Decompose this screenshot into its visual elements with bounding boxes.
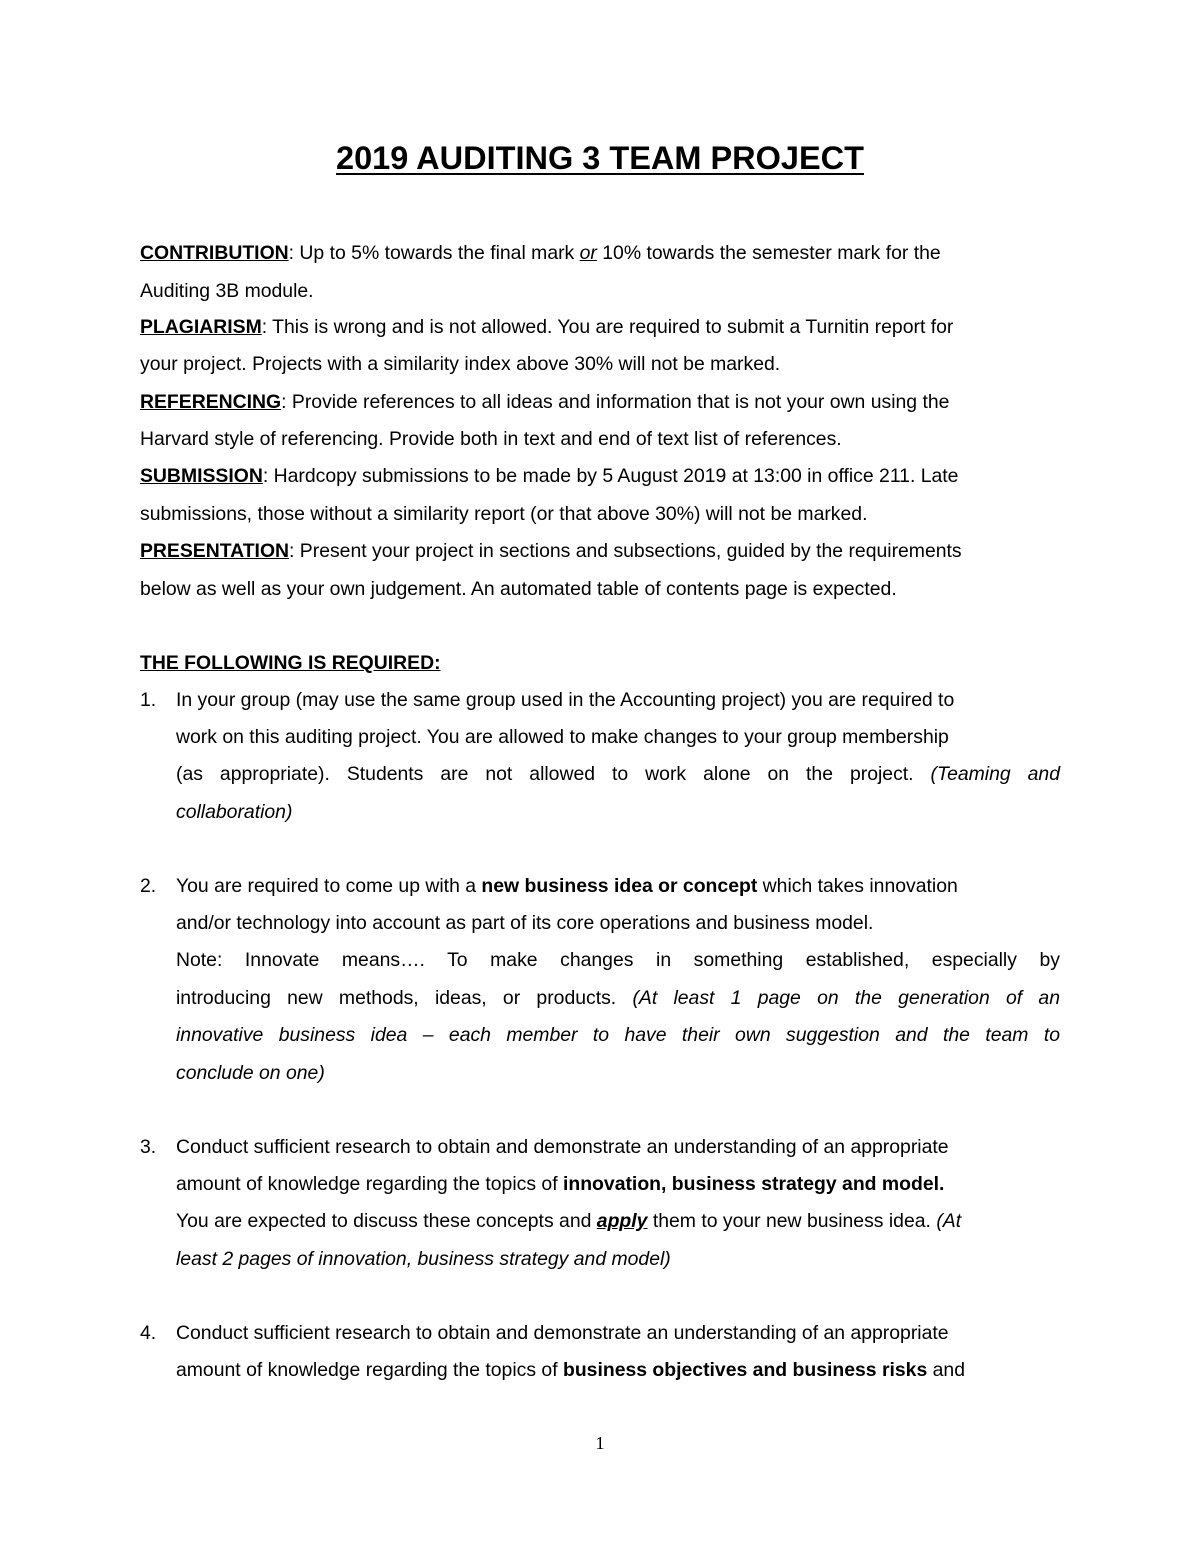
presentation-label: PRESENTATION xyxy=(140,540,290,562)
item-3-line-1: Conduct sufficient research to obtain and demonstrate an understanding of an appropriate xyxy=(176,1136,949,1158)
required-heading: THE FOLLOWING IS REQUIRED: xyxy=(140,652,441,674)
presentation-line-2: below as well as your own judgement. An automated table of contents page is expected. xyxy=(140,578,897,600)
contribution-text: : Up to 5% towards the final mark xyxy=(288,242,580,264)
submission-line-1 xyxy=(140,464,958,488)
item-2-italic: (At least 1 page on the generation of an xyxy=(632,987,1060,1009)
item-2-line-1 xyxy=(176,874,958,898)
item-3-text-3: them to your new business idea. xyxy=(647,1210,937,1232)
item-3-number: 3. xyxy=(140,1136,157,1158)
item-4-number: 4. xyxy=(140,1322,157,1344)
document-title: 2019 AUDITING 3 TEAM PROJECT xyxy=(336,140,864,176)
item-1-italic-2: collaboration) xyxy=(176,801,293,823)
item-1-line-2: work on this auditing project. You are allowed to make changes to your group membership xyxy=(176,726,949,748)
item-1-line-4 xyxy=(176,800,292,824)
item-1-text: (as appropriate). Students are not allowed to work alone on the project. xyxy=(176,763,931,785)
referencing-line-1 xyxy=(140,390,949,414)
plagiarism-label: PLAGIARISM xyxy=(140,316,262,338)
item-4-bold: business objectives and business risks xyxy=(562,1359,928,1381)
item-3-italic: (At xyxy=(936,1210,962,1232)
item-3-line-3 xyxy=(176,1209,961,1233)
item-2-text: You are required to come up with a xyxy=(176,875,482,897)
item-2-line-5 xyxy=(176,1023,1060,1047)
item-3-line-4 xyxy=(176,1247,671,1271)
item-2-bold: new business idea or concept xyxy=(481,875,758,897)
contribution-label: CONTRIBUTION xyxy=(140,242,289,264)
item-1-italic: (Teaming and xyxy=(930,763,1060,785)
contribution-text-2: 10% towards the semester mark for the xyxy=(596,242,941,264)
item-3-text-2: You are expected to discuss these concepts and xyxy=(176,1210,597,1232)
page-number: 1 xyxy=(595,1433,605,1453)
submission-text: : Hardcopy submissions to be made by 5 August 2019 at 13:00 in office 211. Late xyxy=(262,465,959,487)
submission-label: SUBMISSION xyxy=(140,465,263,487)
referencing-line-2: Harvard style of referencing. Provide both in text and end of text list of references. xyxy=(140,428,842,450)
plagiarism-line-1 xyxy=(140,315,953,339)
item-4-line-1: Conduct sufficient research to obtain and demonstrate an understanding of an appropriate xyxy=(176,1322,949,1344)
plagiarism-line-2: your project. Projects with a similarity index above 30% will not be marked. xyxy=(140,353,781,375)
item-2-text-2: which takes innovation xyxy=(757,875,958,897)
item-2-italic-2: innovative business idea – each member to have their own suggestion and the team to xyxy=(176,1024,1060,1046)
item-3-apply: apply xyxy=(596,1210,648,1232)
contribution-line-1 xyxy=(140,241,941,265)
item-3-bold: innovation, business strategy and model. xyxy=(562,1173,945,1195)
item-1-line-1: In your group (may use the same group used in the Accounting project) you are required to xyxy=(176,689,955,711)
item-3-text: amount of knowledge regarding the topics of xyxy=(176,1173,563,1195)
item-4-text: amount of knowledge regarding the topics of xyxy=(176,1359,563,1381)
contribution-line-2: Auditing 3B module. xyxy=(140,280,314,302)
item-4-line-2 xyxy=(176,1358,965,1382)
item-4-text-2: and xyxy=(927,1359,966,1381)
referencing-text: : Provide references to all ideas and information that is not your own using the xyxy=(281,391,950,413)
referencing-label: REFERENCING xyxy=(140,391,282,413)
item-3-line-2 xyxy=(176,1172,944,1196)
submission-line-2: submissions, those without a similarity report (or that above 30%) will not be marked. xyxy=(140,503,868,525)
presentation-line-1 xyxy=(140,539,962,563)
item-2-text-3: introducing new methods, ideas, or products. xyxy=(176,987,633,1009)
presentation-text: : Present your project in sections and subsections, guided by the requirements xyxy=(289,540,962,562)
item-2-line-4 xyxy=(176,986,1060,1010)
item-1-number: 1. xyxy=(140,689,157,711)
item-2-italic-3: conclude on one) xyxy=(176,1062,325,1084)
item-1-line-3 xyxy=(176,762,1060,786)
item-2-number: 2. xyxy=(140,875,157,897)
item-3-italic-2: least 2 pages of innovation, business strategy and model) xyxy=(176,1248,671,1270)
contribution-or: or xyxy=(579,242,597,264)
item-2-line-2: and/or technology into account as part of its core operations and business model. xyxy=(176,912,874,934)
item-2-line-6 xyxy=(176,1061,325,1085)
item-2-note: Note: Innovate means…. To make changes in something established, especially by xyxy=(176,949,1060,971)
plagiarism-text: : This is wrong and is not allowed. You are required to submit a Turnitin report for xyxy=(261,316,954,338)
